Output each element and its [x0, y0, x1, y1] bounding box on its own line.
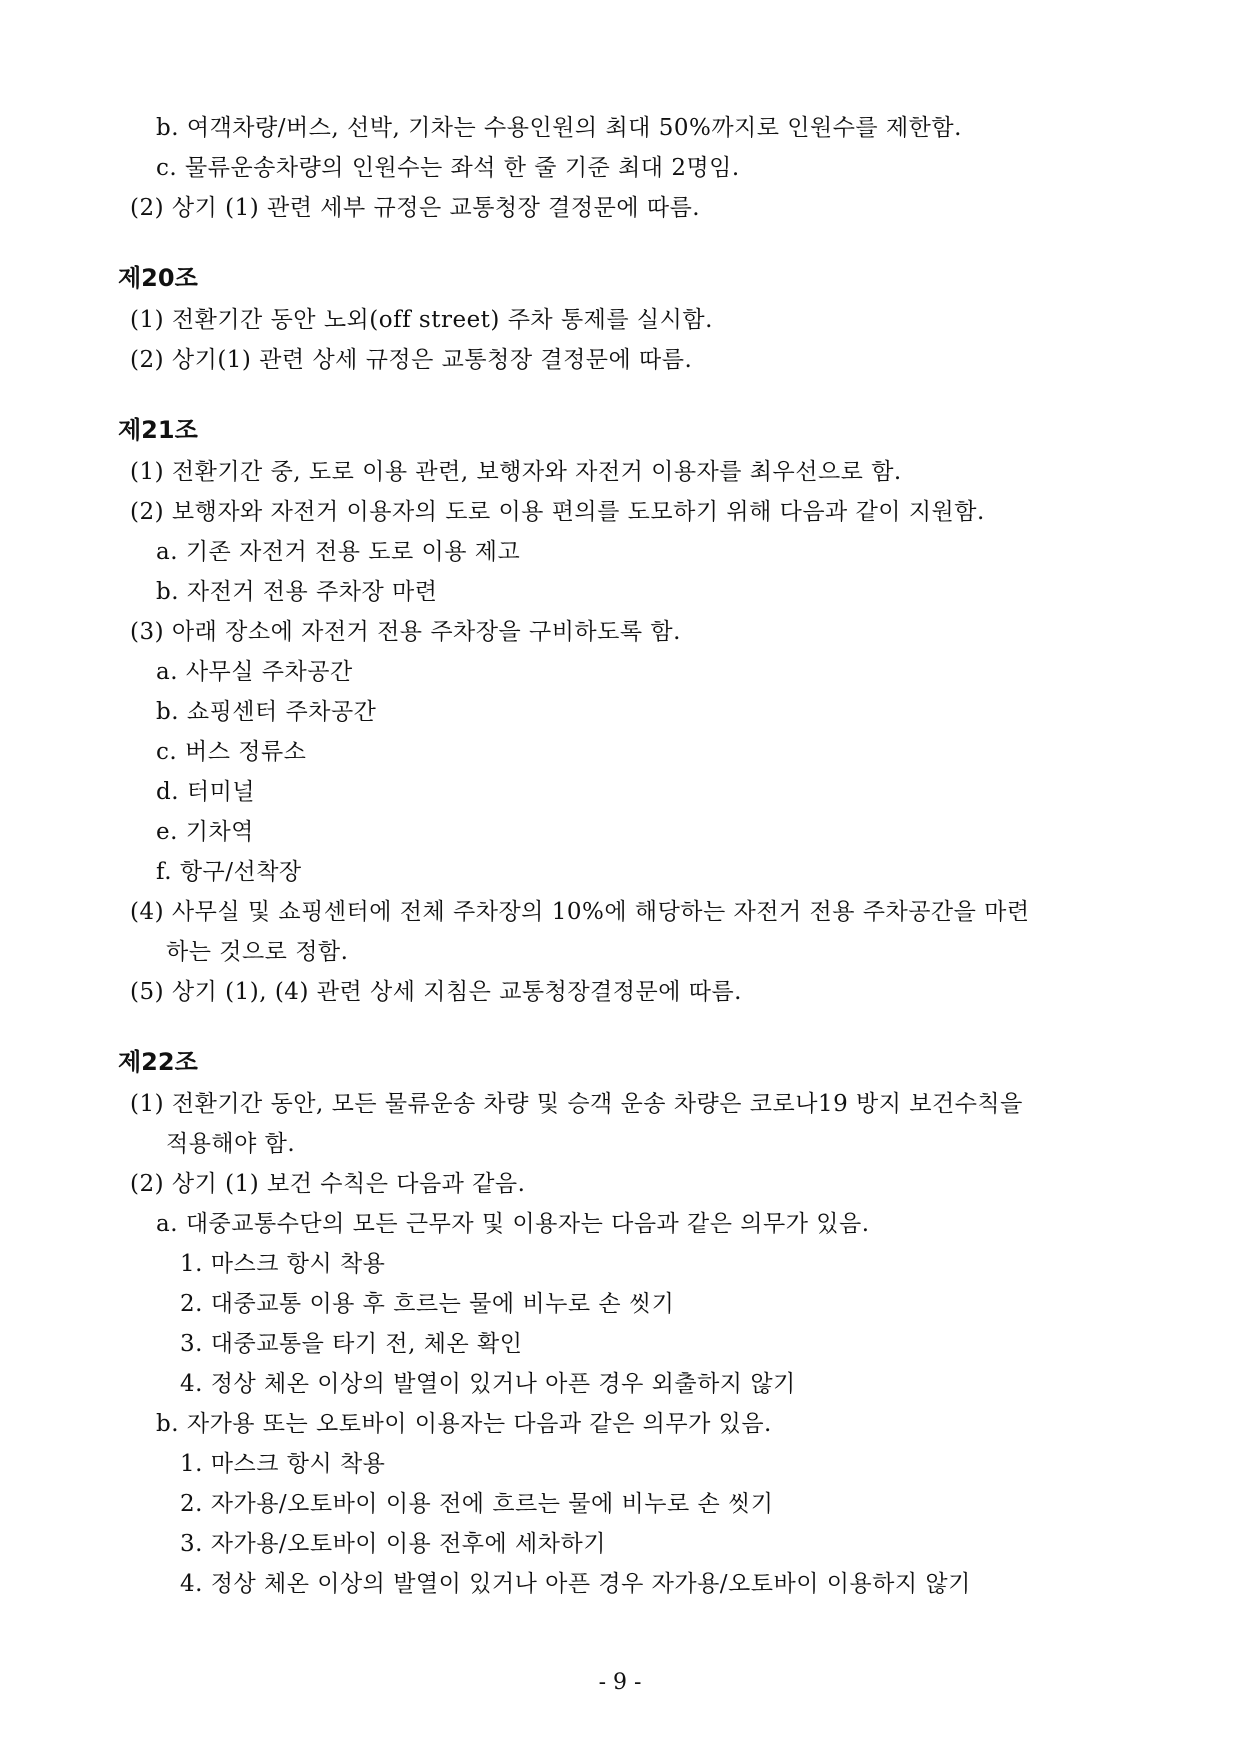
article-heading: 제20조 [118, 264, 198, 292]
clause-line: 4. 정상 체온 이상의 발열이 있거나 아픈 경우 자가용/오토바이 이용하지 않기 [180, 1571, 971, 1597]
clause-line: a. 대중교통수단의 모든 근무자 및 이용자는 다음과 같은 의무가 있음. [156, 1211, 870, 1237]
clause-line: (3) 아래 장소에 자전거 전용 주차장을 구비하도록 함. [130, 619, 681, 645]
clause-line: d. 터미널 [156, 779, 255, 805]
clause-line: 3. 대중교통을 타기 전, 체온 확인 [180, 1331, 523, 1357]
page-number: - 9 - [598, 1670, 642, 1695]
article-section [118, 258, 1128, 380]
clause-line: 1. 마스크 항시 착용 [180, 1451, 386, 1477]
clause-line: a. 기존 자전거 전용 도로 이용 제고 [156, 539, 521, 565]
clause-line: 3. 자가용/오토바이 이용 전후에 세차하기 [180, 1531, 606, 1557]
intro-section [118, 108, 1128, 228]
clause-line: (2) 상기 (1) 보건 수칙은 다음과 같음. [130, 1171, 526, 1197]
clause-line: (2) 상기(1) 관련 상세 규정은 교통청장 결정문에 따름. [130, 347, 693, 373]
clause-line: 2. 대중교통 이용 후 흐르는 물에 비누로 손 씻기 [180, 1291, 675, 1317]
document-body [118, 108, 1128, 1604]
clause-line: b. 여객차량/버스, 선박, 기차는 수용인원의 최대 50%까지로 인원수를 제한함. [156, 115, 962, 141]
clause-line: (1) 전환기간 중, 도로 이용 관련, 보행자와 자전거 이용자를 최우선으로 함. [130, 459, 902, 485]
clause-line: (4) 사무실 및 쇼핑센터에 전체 주차장의 10%에 해당하는 자전거 전용 주차공간을 마련 [130, 899, 1030, 925]
clause-line: a. 사무실 주차공간 [156, 659, 353, 685]
clause-line: (2) 보행자와 자전거 이용자의 도로 이용 편의를 도모하기 위해 다음과 같이 지원함. [130, 499, 985, 525]
clause-line: e. 기차역 [156, 819, 254, 845]
article-heading: 제22조 [118, 1048, 198, 1076]
clause-line: b. 자전거 전용 주차장 마련 [156, 579, 438, 605]
clause-line: b. 자가용 또는 오토바이 이용자는 다음과 같은 의무가 있음. [156, 1411, 772, 1437]
clause-line: (5) 상기 (1), (4) 관련 상세 지침은 교통청장결정문에 따름. [130, 979, 742, 1005]
article-section [118, 410, 1128, 1012]
article-heading: 제21조 [118, 416, 198, 444]
clause-line: 4. 정상 체온 이상의 발열이 있거나 아픈 경우 외출하지 않기 [180, 1371, 796, 1397]
clause-line: (1) 전환기간 동안, 모든 물류운송 차량 및 승객 운송 차량은 코로나19 방지 보건수칙을 [130, 1091, 1023, 1117]
article-section [118, 1042, 1128, 1604]
clause-line: c. 버스 정류소 [156, 739, 307, 765]
clause-line: (2) 상기 (1) 관련 세부 규정은 교통청장 결정문에 따름. [130, 195, 701, 221]
clause-line: c. 물류운송차량의 인원수는 좌석 한 줄 기준 최대 2명임. [156, 155, 740, 181]
clause-line: b. 쇼핑센터 주차공간 [156, 699, 377, 725]
clause-line: (1) 전환기간 동안 노외(off street) 주차 통제를 실시함. [130, 307, 713, 333]
clause-line: 1. 마스크 항시 착용 [180, 1251, 386, 1277]
clause-line: 2. 자가용/오토바이 이용 전에 흐르는 물에 비누로 손 씻기 [180, 1491, 774, 1517]
clause-line: f. 항구/선착장 [156, 859, 302, 885]
clause-line: 적용해야 함. [166, 1131, 296, 1157]
clause-line: 하는 것으로 정함. [166, 939, 349, 965]
